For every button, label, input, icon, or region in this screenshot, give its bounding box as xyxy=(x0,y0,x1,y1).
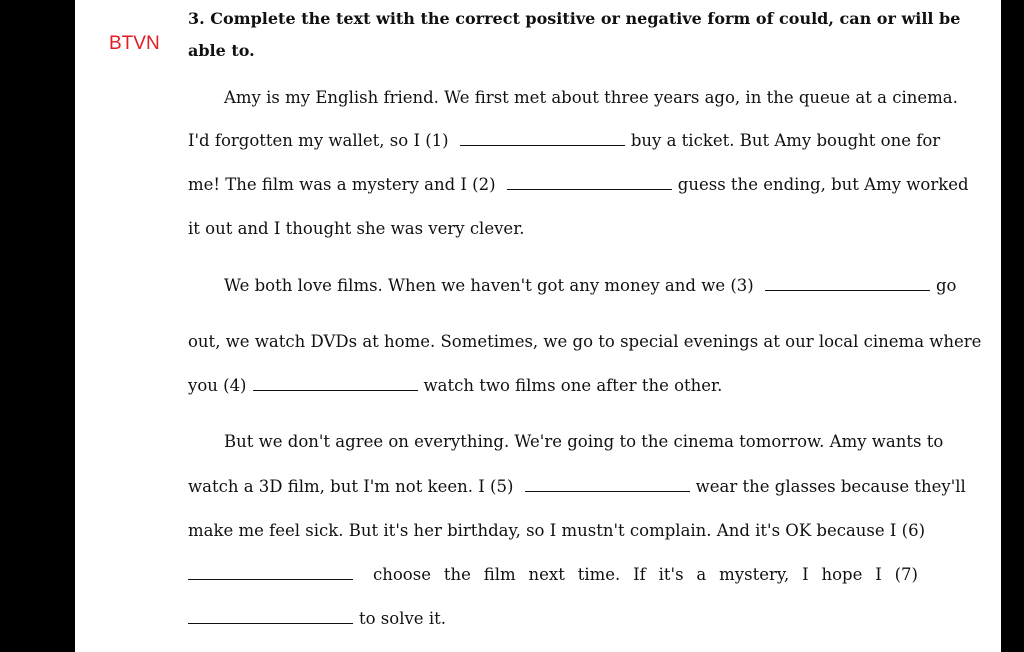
blank-4[interactable] xyxy=(253,376,418,391)
paragraph1-line1: Amy is my English friend. We first met about three years ago, in the queue at a cinema. xyxy=(224,88,958,107)
homework-label: BTVN xyxy=(109,33,160,54)
blank-2[interactable] xyxy=(507,175,672,190)
paragraph1-line3: me! The film was a mystery and I (2) guess the ending, but Amy worked xyxy=(188,175,969,194)
paragraph1-line4: it out and I thought she was very clever. xyxy=(188,219,525,238)
paragraph3-line5: to solve it. xyxy=(188,608,918,630)
blank-5[interactable] xyxy=(525,477,690,492)
paragraph3-line2: watch a 3D film, but I'm not keen. I (5) wear the glasses because they'll xyxy=(188,477,966,496)
blank-1[interactable] xyxy=(460,131,625,146)
paragraph1-line2: I'd forgotten my wallet, so I (1) buy a ticket. But Amy bought one for xyxy=(188,131,941,150)
paragraph2-line2: out, we watch DVDs at home. Sometimes, we go to special evenings at our local cinema where xyxy=(188,332,982,351)
blank-7[interactable] xyxy=(188,609,353,624)
worksheet-page xyxy=(75,0,1001,652)
paragraph2-line3: you (4) watch two films one after the other. xyxy=(188,376,723,395)
blank-6[interactable] xyxy=(188,565,353,580)
paragraph3-line4: choose the film next time. If it's a mystery, I hope I (7) xyxy=(188,564,918,586)
paragraph3-line1: But we don't agree on everything. We're going to the cinema tomorrow. Amy wants to xyxy=(224,432,944,451)
blank-3[interactable] xyxy=(765,276,930,291)
paragraph3-line3: make me feel sick. But it's her birthday, so I mustn't complain. And it's OK because I (6) xyxy=(188,521,926,540)
paragraph2-line1: We both love films. When we haven't got any money and we (3) go xyxy=(224,276,957,295)
exercise-heading-line1: 3. Complete the text with the correct positive or negative form of could, can or will be xyxy=(188,9,961,28)
exercise-heading-line2: able to. xyxy=(188,41,255,60)
